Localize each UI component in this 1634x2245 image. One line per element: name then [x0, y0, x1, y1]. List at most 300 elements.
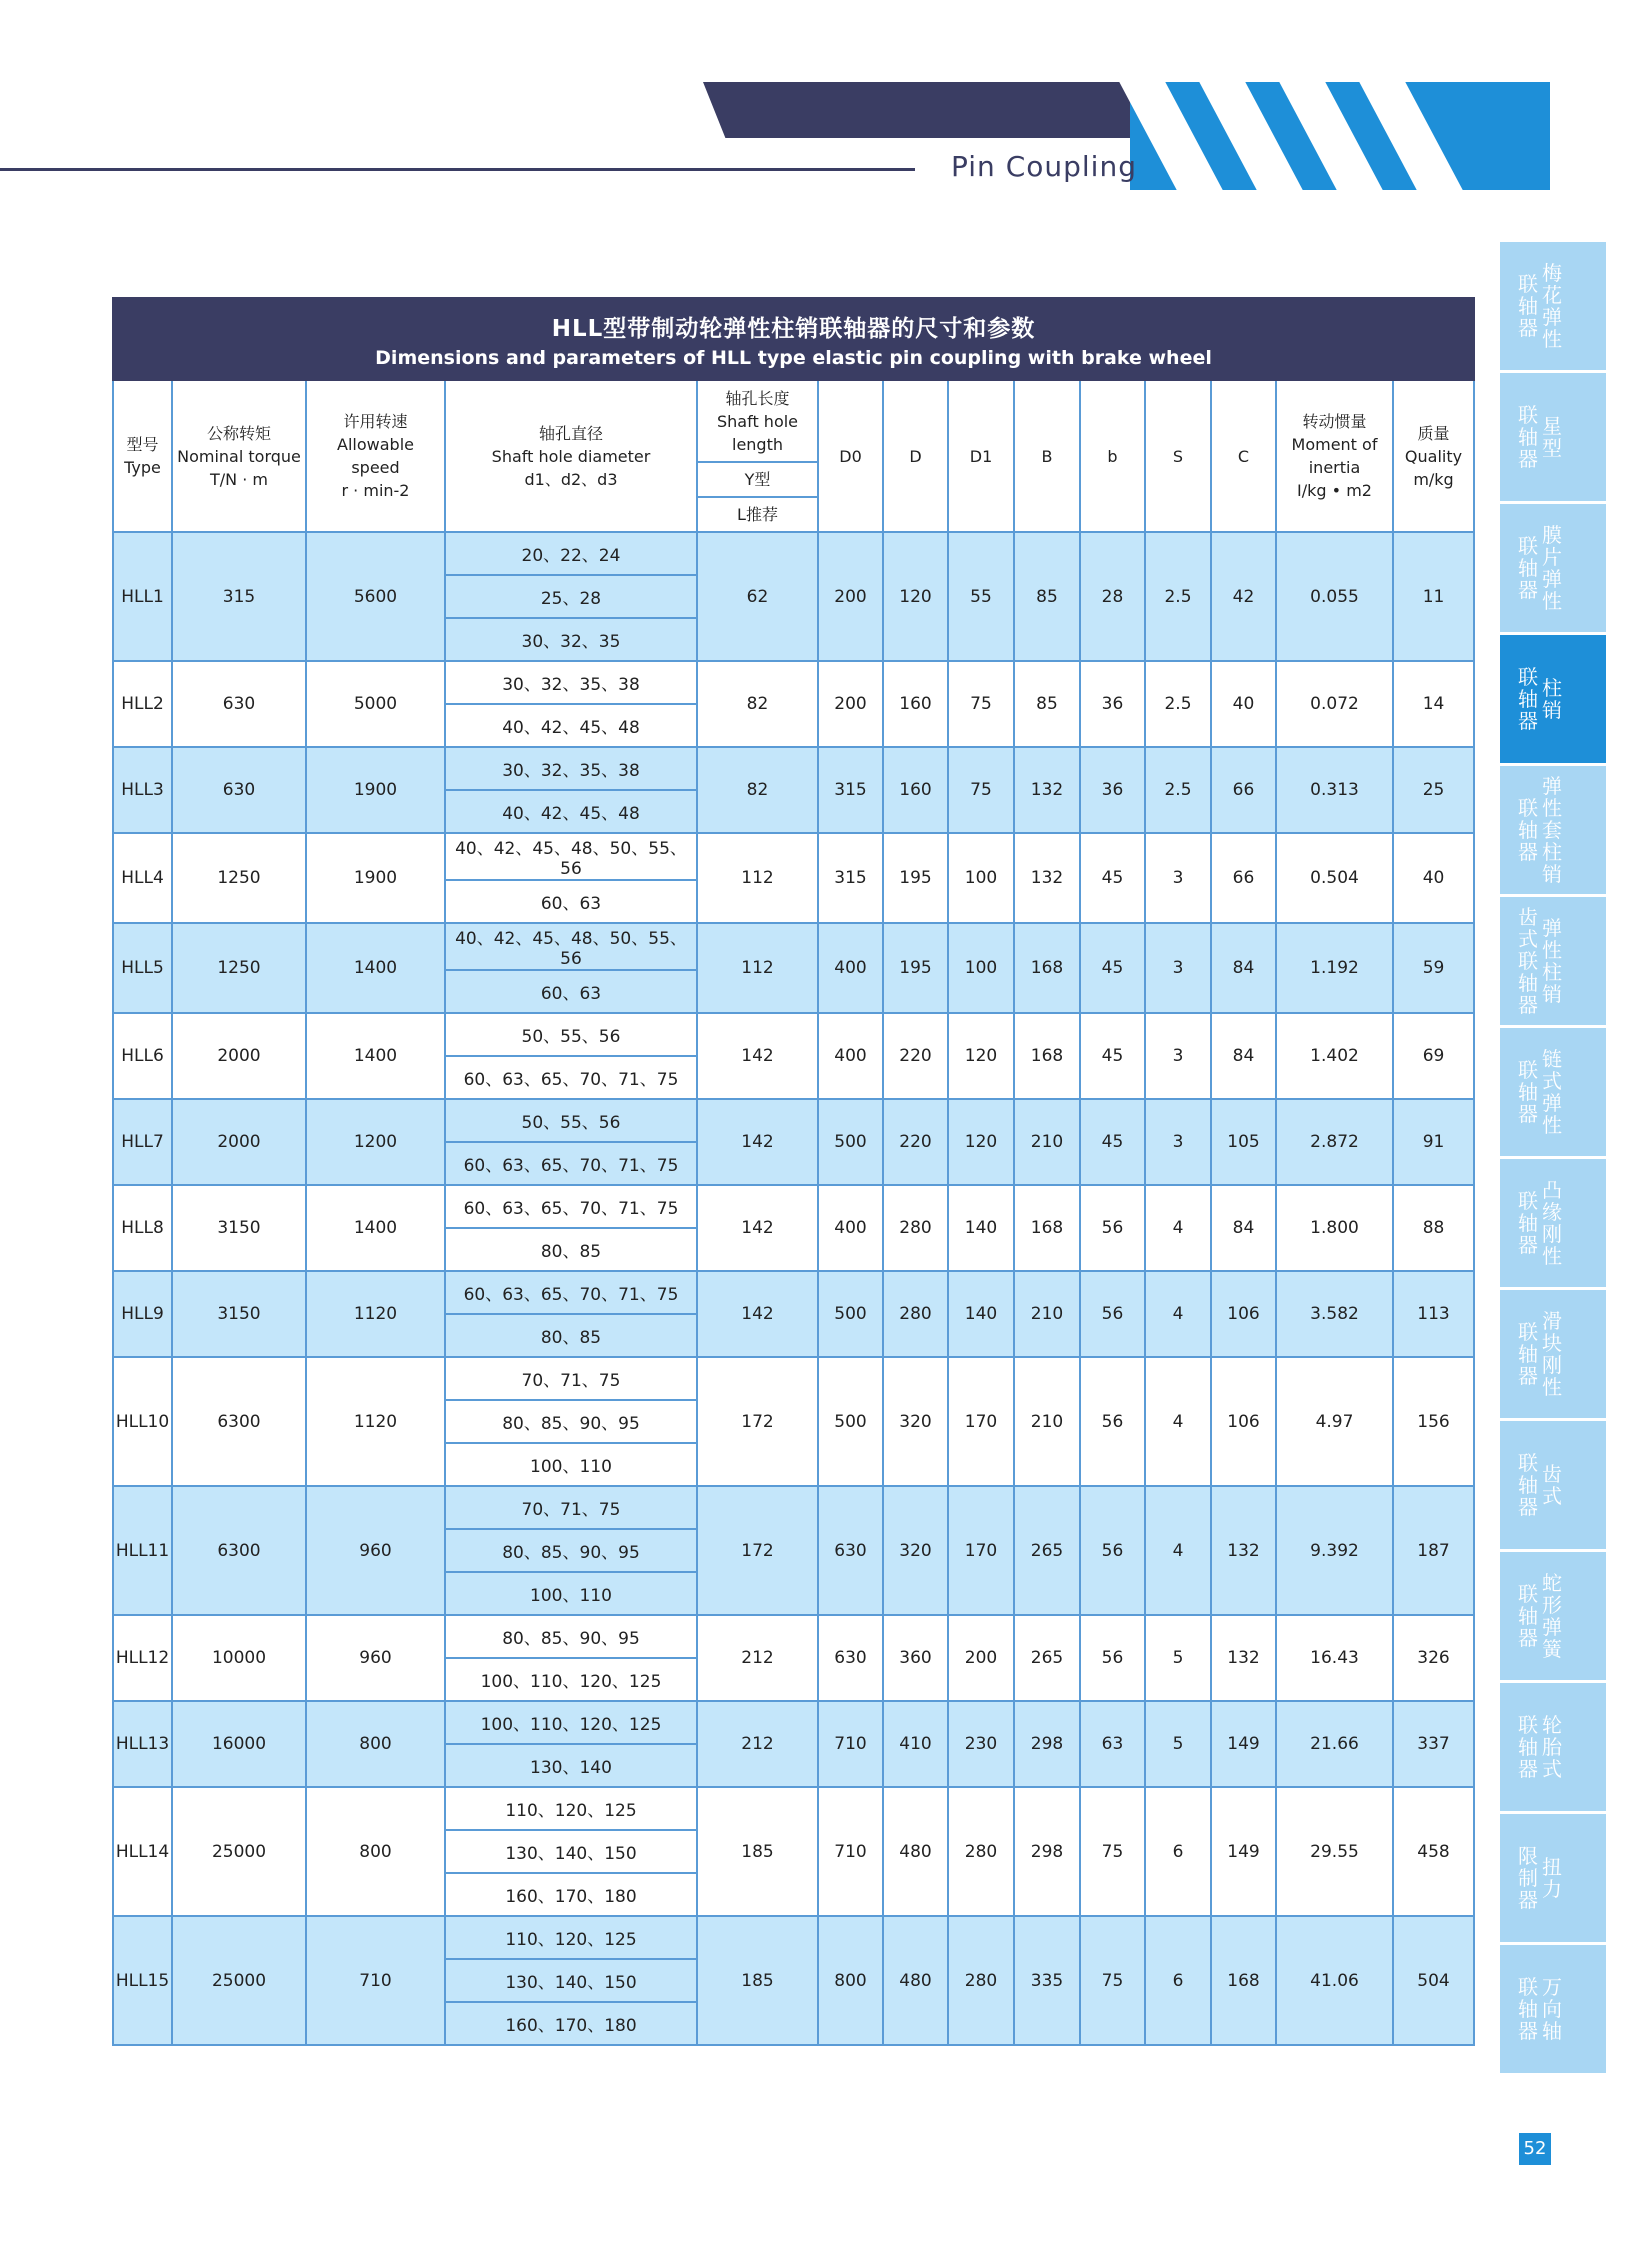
cell-inertia: 0.055	[1276, 532, 1393, 661]
cell-speed: 1120	[306, 1271, 445, 1357]
cell-type: HLL5	[113, 923, 172, 1013]
cell-d1: 200	[948, 1615, 1014, 1701]
cell-torque: 25000	[172, 1787, 306, 1916]
cell-c: 168	[1211, 1916, 1276, 2045]
cell-torque: 25000	[172, 1916, 306, 2045]
cell-type: HLL13	[113, 1701, 172, 1787]
cell-inertia: 1.800	[1276, 1185, 1393, 1271]
side-tab-label-right: 万向轴	[1542, 1975, 1562, 2043]
cell-len: 62	[697, 532, 818, 661]
col-b-header: b	[1080, 380, 1145, 532]
cell-d: 360	[883, 1615, 948, 1701]
cell-d0: 500	[818, 1099, 883, 1185]
col-s-header: S	[1145, 380, 1211, 532]
section-title: Pin Coupling	[951, 150, 1137, 183]
cell-b: 298	[1014, 1701, 1080, 1787]
col-B-header: B	[1014, 380, 1080, 532]
cell-shaft-dia: 30、32、35	[445, 618, 697, 661]
side-tab-label-right: 弹性柱销	[1542, 916, 1562, 1006]
cell-b: 45	[1080, 923, 1145, 1013]
cell-b: 265	[1014, 1486, 1080, 1615]
cell-speed: 710	[306, 1916, 445, 2045]
cell-d: 320	[883, 1486, 948, 1615]
cell-b: 36	[1080, 747, 1145, 833]
cell-shaft-dia: 80、85	[445, 1228, 697, 1271]
cell-len: 185	[697, 1787, 818, 1916]
side-tab-label-right: 蛇形弹簧	[1542, 1571, 1562, 1661]
col-d1-header: D1	[948, 380, 1014, 532]
cell-inertia: 4.97	[1276, 1357, 1393, 1486]
side-tab-label-left: 联轴器	[1518, 1320, 1538, 1388]
col-c-header: C	[1211, 380, 1276, 532]
cell-shaft-dia: 80、85、90、95	[445, 1529, 697, 1572]
cell-speed: 1900	[306, 833, 445, 923]
table-row	[113, 1486, 1474, 1615]
cell-d: 320	[883, 1357, 948, 1486]
cell-d1: 120	[948, 1013, 1014, 1099]
cell-len: 82	[697, 747, 818, 833]
cell-speed: 1400	[306, 1185, 445, 1271]
side-tab[interactable]	[1500, 635, 1606, 763]
cell-d0: 315	[818, 833, 883, 923]
cell-inertia: 16.43	[1276, 1615, 1393, 1701]
cell-s: 5	[1145, 1615, 1211, 1701]
cell-type: HLL14	[113, 1787, 172, 1916]
side-tab-label-left: 齿式联轴器	[1518, 905, 1538, 1017]
cell-d1: 140	[948, 1271, 1014, 1357]
cell-shaft-dia: 60、63、65、70、71、75	[445, 1271, 697, 1314]
cell-s: 3	[1145, 923, 1211, 1013]
side-tab-label-right: 滑块刚性	[1542, 1309, 1562, 1399]
table-row	[113, 1185, 1474, 1271]
col-d0-header: D0	[818, 380, 883, 532]
table-row	[113, 1787, 1474, 1916]
table-title-en: Dimensions and parameters of HLL type elastic pin coupling with brake wheel	[375, 346, 1212, 369]
side-tab-label-right: 弹性套柱销	[1542, 774, 1562, 886]
side-tab[interactable]	[1500, 1552, 1606, 1680]
cell-shaft-dia: 100、110	[445, 1572, 697, 1615]
table-row	[113, 1099, 1474, 1185]
cell-d: 120	[883, 532, 948, 661]
cell-shaft-dia: 40、42、45、48、50、55、56	[445, 923, 697, 970]
cell-shaft-dia: 100、110	[445, 1443, 697, 1486]
col-shaft-dia-header: 轴孔直径 Shaft hole diameter d1、d2、d3	[445, 380, 697, 532]
cell-d0: 200	[818, 532, 883, 661]
cell-b: 168	[1014, 923, 1080, 1013]
cell-shaft-dia: 130、140	[445, 1744, 697, 1787]
cell-c: 132	[1211, 1486, 1276, 1615]
cell-d: 480	[883, 1787, 948, 1916]
cell-torque: 2000	[172, 1013, 306, 1099]
cell-shaft-dia: 110、120、125	[445, 1916, 697, 1959]
cell-type: HLL9	[113, 1271, 172, 1357]
side-tab[interactable]	[1500, 897, 1606, 1025]
cell-b: 45	[1080, 1013, 1145, 1099]
side-tab-label-right: 柱销	[1542, 676, 1562, 722]
cell-type: HLL12	[113, 1615, 172, 1701]
cell-s: 4	[1145, 1185, 1211, 1271]
cell-shaft-dia: 110、120、125	[445, 1787, 697, 1830]
cell-type: HLL10	[113, 1357, 172, 1486]
cell-shaft-dia: 60、63	[445, 880, 697, 923]
cell-inertia: 21.66	[1276, 1701, 1393, 1787]
cell-c: 42	[1211, 532, 1276, 661]
col-d-header: D	[883, 380, 948, 532]
cell-b: 168	[1014, 1185, 1080, 1271]
cell-torque: 10000	[172, 1615, 306, 1701]
side-tab[interactable]	[1500, 766, 1606, 894]
cell-d1: 170	[948, 1357, 1014, 1486]
cell-s: 3	[1145, 833, 1211, 923]
cell-d0: 710	[818, 1787, 883, 1916]
col-torque-header: 公称转矩 Nominal torque T/N · m	[172, 380, 306, 532]
side-tab-label-left: 限制器	[1518, 1844, 1538, 1912]
table-row	[113, 1916, 1474, 2045]
table-row	[113, 1013, 1474, 1099]
cell-b: 36	[1080, 661, 1145, 747]
cell-d: 280	[883, 1185, 948, 1271]
cell-shaft-dia: 30、32、35、38	[445, 747, 697, 790]
cell-mass: 25	[1393, 747, 1474, 833]
cell-speed: 1400	[306, 923, 445, 1013]
cell-inertia: 9.392	[1276, 1486, 1393, 1615]
side-tab[interactable]	[1500, 1814, 1606, 1942]
cell-d: 220	[883, 1013, 948, 1099]
side-tab-label-left: 联轴器	[1518, 534, 1538, 602]
spec-table	[112, 297, 1475, 2046]
cell-inertia: 1.402	[1276, 1013, 1393, 1099]
side-tab-label-right: 链式弹性	[1542, 1047, 1562, 1137]
cell-b: 45	[1080, 833, 1145, 923]
cell-type: HLL1	[113, 532, 172, 661]
cell-shaft-dia: 60、63	[445, 970, 697, 1013]
cell-mass: 59	[1393, 923, 1474, 1013]
table-title	[113, 298, 1474, 380]
cell-s: 3	[1145, 1013, 1211, 1099]
cell-c: 149	[1211, 1787, 1276, 1916]
cell-d1: 280	[948, 1916, 1014, 2045]
cell-d: 410	[883, 1701, 948, 1787]
cell-c: 106	[1211, 1357, 1276, 1486]
cell-type: HLL6	[113, 1013, 172, 1099]
cell-shaft-dia: 70、71、75	[445, 1486, 697, 1529]
cell-b: 298	[1014, 1787, 1080, 1916]
cell-shaft-dia: 100、110、120、125	[445, 1701, 697, 1744]
cell-s: 2.5	[1145, 661, 1211, 747]
side-tab[interactable]	[1500, 1683, 1606, 1811]
cell-d0: 400	[818, 1185, 883, 1271]
cell-b: 56	[1080, 1486, 1145, 1615]
cell-b: 85	[1014, 661, 1080, 747]
cell-type: HLL2	[113, 661, 172, 747]
col-l-rec-header: L推荐	[697, 497, 818, 532]
cell-torque: 630	[172, 747, 306, 833]
cell-torque: 6300	[172, 1486, 306, 1615]
cell-mass: 11	[1393, 532, 1474, 661]
cell-speed: 800	[306, 1787, 445, 1916]
cell-inertia: 29.55	[1276, 1787, 1393, 1916]
cell-d1: 75	[948, 747, 1014, 833]
cell-shaft-dia: 80、85、90、95	[445, 1615, 697, 1658]
cell-b: 335	[1014, 1916, 1080, 2045]
cell-d0: 500	[818, 1357, 883, 1486]
cell-d1: 170	[948, 1486, 1014, 1615]
cell-mass: 40	[1393, 833, 1474, 923]
cell-b: 265	[1014, 1615, 1080, 1701]
cell-len: 82	[697, 661, 818, 747]
table-row	[113, 1701, 1474, 1787]
side-tab-label-right: 凸缘刚性	[1542, 1178, 1562, 1268]
cell-shaft-dia: 60、63、65、70、71、75	[445, 1185, 697, 1228]
cell-mass: 337	[1393, 1701, 1474, 1787]
cell-d1: 280	[948, 1787, 1014, 1916]
cell-d: 280	[883, 1271, 948, 1357]
cell-torque: 630	[172, 661, 306, 747]
side-tab[interactable]	[1500, 1290, 1606, 1418]
cell-b: 56	[1080, 1185, 1145, 1271]
cell-inertia: 3.582	[1276, 1271, 1393, 1357]
cell-mass: 14	[1393, 661, 1474, 747]
cell-b: 56	[1080, 1357, 1145, 1486]
side-tab-label-left: 联轴器	[1518, 1713, 1538, 1781]
cell-d0: 500	[818, 1271, 883, 1357]
cell-torque: 2000	[172, 1099, 306, 1185]
table-row	[113, 1357, 1474, 1486]
cell-s: 4	[1145, 1271, 1211, 1357]
cell-mass: 91	[1393, 1099, 1474, 1185]
side-tab-label-right: 扭力	[1542, 1855, 1562, 1901]
cell-shaft-dia: 160、170、180	[445, 2002, 697, 2045]
cell-c: 84	[1211, 1185, 1276, 1271]
cell-d1: 120	[948, 1099, 1014, 1185]
cell-shaft-dia: 20、22、24	[445, 532, 697, 575]
cell-torque: 315	[172, 532, 306, 661]
side-tab[interactable]	[1500, 1421, 1606, 1549]
cell-d1: 100	[948, 833, 1014, 923]
header-rule	[0, 168, 915, 171]
cell-b: 28	[1080, 532, 1145, 661]
cell-b: 56	[1080, 1615, 1145, 1701]
side-tab[interactable]	[1500, 1159, 1606, 1287]
cell-len: 212	[697, 1615, 818, 1701]
side-tab-label-left: 联轴器	[1518, 665, 1538, 733]
cell-shaft-dia: 40、42、45、48	[445, 790, 697, 833]
cell-inertia: 0.504	[1276, 833, 1393, 923]
side-tab[interactable]	[1500, 1028, 1606, 1156]
table-row	[113, 1615, 1474, 1701]
cell-b: 45	[1080, 1099, 1145, 1185]
cell-shaft-dia: 50、55、56	[445, 1099, 697, 1142]
side-tab[interactable]	[1500, 373, 1606, 501]
cell-mass: 326	[1393, 1615, 1474, 1701]
cell-len: 142	[697, 1271, 818, 1357]
cell-d1: 55	[948, 532, 1014, 661]
cell-d0: 630	[818, 1486, 883, 1615]
cell-shaft-dia: 160、170、180	[445, 1873, 697, 1916]
cell-torque: 3150	[172, 1185, 306, 1271]
page-number: 52	[1519, 2133, 1551, 2165]
cell-shaft-dia: 60、63、65、70、71、75	[445, 1142, 697, 1185]
col-y-type-header: Y型	[697, 462, 818, 497]
cell-len: 112	[697, 923, 818, 1013]
cell-shaft-dia: 130、140、150	[445, 1830, 697, 1873]
cell-len: 212	[697, 1701, 818, 1787]
cell-mass: 504	[1393, 1916, 1474, 2045]
cell-c: 105	[1211, 1099, 1276, 1185]
cell-speed: 5000	[306, 661, 445, 747]
side-tab-label-left: 联轴器	[1518, 403, 1538, 471]
cell-len: 142	[697, 1013, 818, 1099]
side-tab-label-right: 梅花弹性	[1542, 261, 1562, 351]
cell-c: 132	[1211, 1615, 1276, 1701]
cell-speed: 960	[306, 1486, 445, 1615]
cell-mass: 69	[1393, 1013, 1474, 1099]
cell-inertia: 1.192	[1276, 923, 1393, 1013]
cell-mass: 458	[1393, 1787, 1474, 1916]
cell-s: 2.5	[1145, 532, 1211, 661]
cell-len: 112	[697, 833, 818, 923]
cell-type: HLL11	[113, 1486, 172, 1615]
cell-d0: 200	[818, 661, 883, 747]
side-tab-label-right: 齿式	[1542, 1462, 1562, 1508]
cell-d: 160	[883, 747, 948, 833]
table-row	[113, 532, 1474, 661]
cell-b: 132	[1014, 747, 1080, 833]
side-tab-label-left: 联轴器	[1518, 1451, 1538, 1519]
cell-b: 75	[1080, 1787, 1145, 1916]
cell-d: 195	[883, 923, 948, 1013]
cell-d: 480	[883, 1916, 948, 2045]
cell-mass: 113	[1393, 1271, 1474, 1357]
cell-speed: 1120	[306, 1357, 445, 1486]
cell-b: 85	[1014, 532, 1080, 661]
cell-s: 5	[1145, 1701, 1211, 1787]
cell-shaft-dia: 40、42、45、48、50、55、56	[445, 833, 697, 880]
cell-d0: 630	[818, 1615, 883, 1701]
side-tab-label-left: 联轴器	[1518, 1189, 1538, 1257]
cell-d1: 75	[948, 661, 1014, 747]
cell-len: 142	[697, 1185, 818, 1271]
cell-shaft-dia: 60、63、65、70、71、75	[445, 1056, 697, 1099]
cell-d0: 315	[818, 747, 883, 833]
cell-type: HLL4	[113, 833, 172, 923]
cell-len: 172	[697, 1486, 818, 1615]
cell-speed: 1400	[306, 1013, 445, 1099]
side-tab-label-left: 联轴器	[1518, 1975, 1538, 2043]
cell-c: 84	[1211, 1013, 1276, 1099]
cell-d1: 100	[948, 923, 1014, 1013]
col-inertia-header: 转动惯量 Moment of inertia I/kg • m2	[1276, 380, 1393, 532]
cell-b: 168	[1014, 1013, 1080, 1099]
cell-b: 132	[1014, 833, 1080, 923]
cell-s: 6	[1145, 1916, 1211, 2045]
cell-s: 4	[1145, 1357, 1211, 1486]
cell-b: 210	[1014, 1271, 1080, 1357]
cell-shaft-dia: 50、55、56	[445, 1013, 697, 1056]
cell-type: HLL15	[113, 1916, 172, 2045]
col-shaft-len-header: 轴孔长度 Shaft hole length	[697, 380, 818, 462]
cell-s: 2.5	[1145, 747, 1211, 833]
side-tab-label-left: 联轴器	[1518, 796, 1538, 864]
cell-inertia: 2.872	[1276, 1099, 1393, 1185]
cell-d: 195	[883, 833, 948, 923]
side-tab[interactable]	[1500, 242, 1606, 370]
cell-inertia: 0.072	[1276, 661, 1393, 747]
cell-c: 106	[1211, 1271, 1276, 1357]
side-tab[interactable]	[1500, 504, 1606, 632]
cell-mass: 88	[1393, 1185, 1474, 1271]
cell-shaft-dia: 40、42、45、48	[445, 704, 697, 747]
side-tab-label-right: 星型	[1542, 414, 1562, 460]
cell-type: HLL7	[113, 1099, 172, 1185]
side-tab[interactable]	[1500, 1945, 1606, 2073]
cell-b: 63	[1080, 1701, 1145, 1787]
cell-d0: 400	[818, 923, 883, 1013]
cell-shaft-dia: 70、71、75	[445, 1357, 697, 1400]
side-tab-label-right: 轮胎式	[1542, 1713, 1562, 1781]
cell-len: 172	[697, 1357, 818, 1486]
table-title-cn: HLL型带制动轮弹性柱销联轴器的尺寸和参数	[551, 315, 1036, 342]
cell-type: HLL3	[113, 747, 172, 833]
cell-s: 6	[1145, 1787, 1211, 1916]
cell-b: 56	[1080, 1271, 1145, 1357]
side-tab-label-left: 联轴器	[1518, 1058, 1538, 1126]
side-tab-label-right: 膜片弹性	[1542, 523, 1562, 613]
cell-d: 220	[883, 1099, 948, 1185]
cell-b: 210	[1014, 1357, 1080, 1486]
side-tab-label-left: 联轴器	[1518, 272, 1538, 340]
cell-d0: 400	[818, 1013, 883, 1099]
cell-type: HLL8	[113, 1185, 172, 1271]
cell-shaft-dia: 80、85	[445, 1314, 697, 1357]
table-row	[113, 1271, 1474, 1357]
cell-shaft-dia: 25、28	[445, 575, 697, 618]
cell-mass: 187	[1393, 1486, 1474, 1615]
cell-s: 4	[1145, 1486, 1211, 1615]
side-tabs	[1500, 242, 1606, 2076]
cell-c: 40	[1211, 661, 1276, 747]
cell-s: 3	[1145, 1099, 1211, 1185]
cell-d: 160	[883, 661, 948, 747]
cell-shaft-dia: 130、140、150	[445, 1959, 697, 2002]
table-row	[113, 747, 1474, 833]
cell-d0: 800	[818, 1916, 883, 2045]
col-mass-header: 质量 Quality m/kg	[1393, 380, 1474, 532]
cell-d0: 710	[818, 1701, 883, 1787]
cell-b: 210	[1014, 1099, 1080, 1185]
cell-len: 185	[697, 1916, 818, 2045]
cell-inertia: 41.06	[1276, 1916, 1393, 2045]
cell-c: 66	[1211, 747, 1276, 833]
table-row	[113, 833, 1474, 923]
cell-c: 84	[1211, 923, 1276, 1013]
table-row	[113, 923, 1474, 1013]
cell-d1: 230	[948, 1701, 1014, 1787]
cell-c: 149	[1211, 1701, 1276, 1787]
cell-b: 75	[1080, 1916, 1145, 2045]
col-type-header: 型号 Type	[113, 380, 172, 532]
cell-torque: 16000	[172, 1701, 306, 1787]
col-speed-header: 许用转速 Allowable speed r · min-2	[306, 380, 445, 532]
cell-len: 142	[697, 1099, 818, 1185]
cell-speed: 960	[306, 1615, 445, 1701]
table-row	[113, 661, 1474, 747]
cell-torque: 3150	[172, 1271, 306, 1357]
cell-speed: 800	[306, 1701, 445, 1787]
cell-c: 66	[1211, 833, 1276, 923]
cell-speed: 5600	[306, 532, 445, 661]
cell-shaft-dia: 80、85、90、95	[445, 1400, 697, 1443]
